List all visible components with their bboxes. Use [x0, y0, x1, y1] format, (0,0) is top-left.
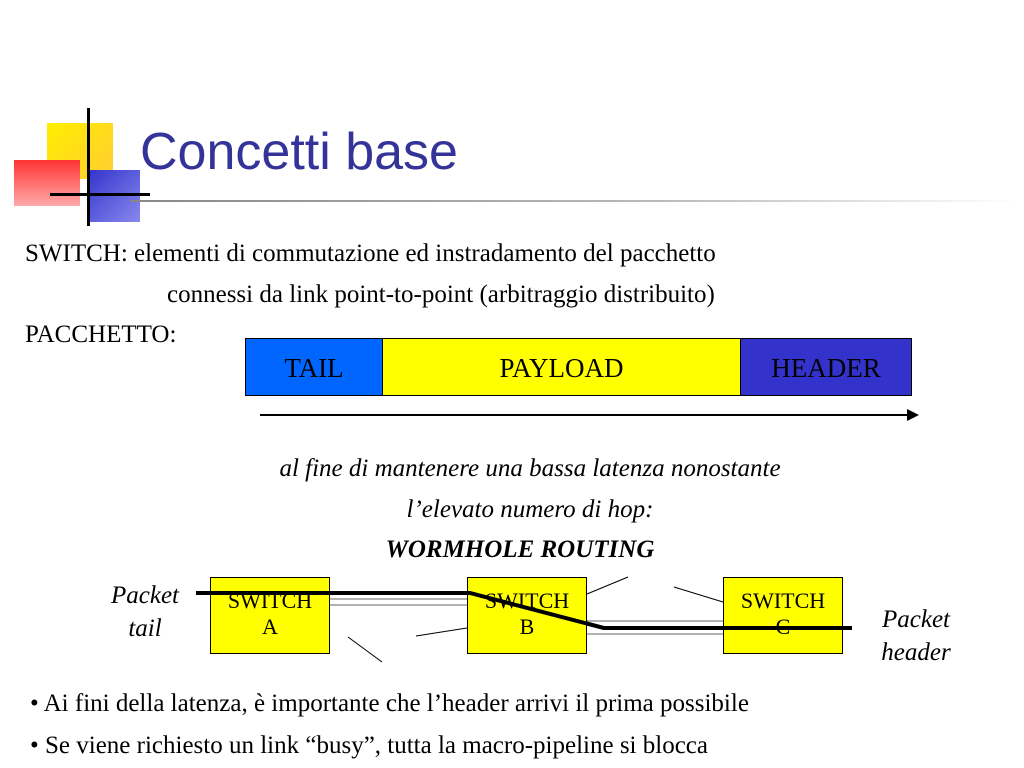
- packet-tail-segment: TAIL: [245, 338, 383, 396]
- packet-tail-label: [95, 579, 195, 645]
- bullet-latency: • Ai fini della latenza, è importante che l’header arrivi il prima possibile: [30, 690, 749, 717]
- switch-a-line1: SWITCH: [227, 588, 313, 613]
- packet-tail-label-line2: tail: [128, 615, 162, 642]
- packet-header-label-line1: Packet: [881, 606, 950, 633]
- packet-tail-label-line1: Packet: [110, 582, 179, 609]
- switch-b-line1: SWITCH: [484, 588, 570, 613]
- packet-header-label-line2: header: [881, 639, 951, 666]
- wormhole-routing-title: WORMHOLE ROUTING: [385, 536, 655, 563]
- packet-label: PACCHETTO:: [25, 321, 177, 348]
- packet-header-label: [861, 603, 971, 669]
- switch-c-line1: SWITCH: [740, 588, 826, 613]
- switch-c-line2: C: [775, 614, 791, 639]
- routing-reason-line1: al fine di mantenere una bassa latenza nonostante: [279, 455, 781, 482]
- page-title: Concetti base: [140, 123, 458, 181]
- packet-header-segment: HEADER: [740, 338, 912, 396]
- switch-definition-line2: connessi da link point-to-point (arbitraggio distribuito): [167, 281, 715, 308]
- switch-a-line2: A: [262, 614, 278, 639]
- bullet-busy-link: • Se viene richiesto un link “busy”, tutta la macro-pipeline si blocca: [30, 732, 708, 759]
- switch-definition-line1: SWITCH: elementi di commutazione ed instradamento del pacchetto: [25, 240, 716, 267]
- routing-reason-line2: l’elevato numero di hop:: [406, 496, 654, 523]
- switch-b-line2: B: [519, 614, 535, 639]
- packet-payload-segment: PAYLOAD: [382, 338, 741, 396]
